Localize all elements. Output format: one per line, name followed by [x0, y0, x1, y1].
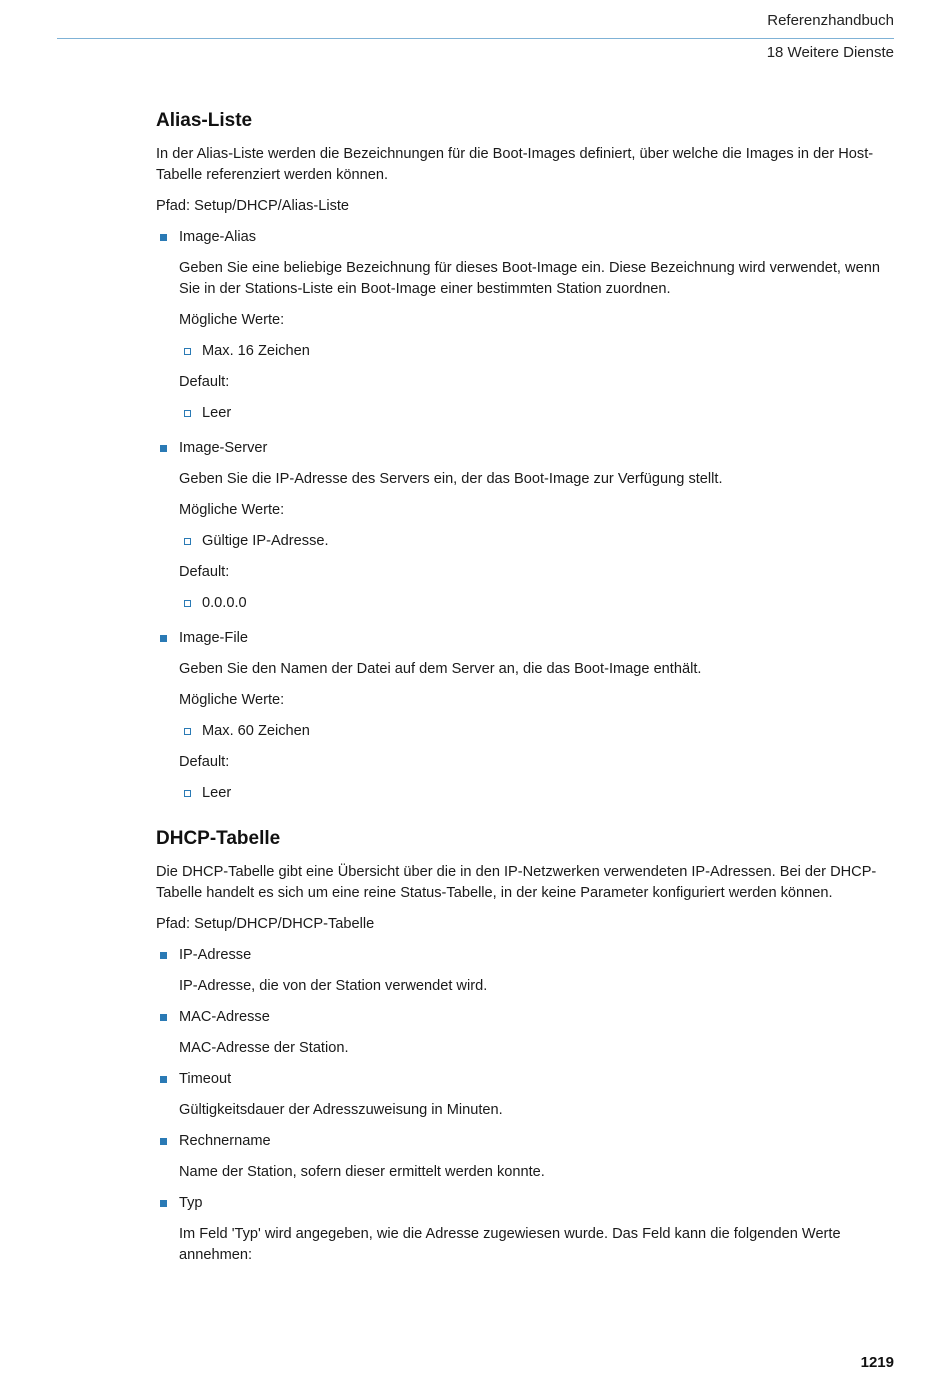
default-option: Leer	[156, 403, 896, 424]
header-book-title: Referenzhandbuch	[767, 12, 894, 29]
list-item-mac-adresse: MAC-Adresse	[156, 1007, 896, 1028]
item-description: Geben Sie die IP-Adresse des Servers ein, der das Boot-Image zur Verfügung stellt.	[179, 471, 723, 487]
list-item-ip-adresse: IP-Adresse	[156, 945, 896, 966]
section-title-alias-liste: Alias-Liste	[156, 110, 253, 131]
list-item-image-file: Image-File	[156, 628, 896, 649]
list-item-timeout: Timeout	[156, 1069, 896, 1090]
dhcp-path: Pfad: Setup/DHCP/DHCP-Tabelle	[156, 916, 375, 932]
value-option: Max. 16 Zeichen	[156, 341, 896, 362]
list-item-image-server: Image-Server	[156, 438, 896, 459]
item-description: Name der Station, sofern dieser ermittelt werden konnte.	[179, 1164, 545, 1180]
default-label: Default:	[179, 754, 230, 770]
header-divider	[57, 38, 894, 39]
list-item-typ: Typ	[156, 1193, 896, 1214]
item-description: MAC-Adresse der Station.	[179, 1040, 349, 1056]
alias-path: Pfad: Setup/DHCP/Alias-Liste	[156, 198, 350, 214]
values-label: Mögliche Werte:	[179, 312, 285, 328]
list-item-image-alias: Image-Alias	[156, 227, 896, 248]
default-option: Leer	[156, 783, 896, 804]
section-title-dhcp-tabelle: DHCP-Tabelle	[156, 828, 281, 849]
alias-intro: In der Alias-Liste werden die Bezeichnungen für die Boot-Images definiert, über welche die Images in der Host-Tabelle referenziert werden können.	[156, 146, 874, 183]
header-chapter-title: 18 Weitere Dienste	[766, 44, 894, 61]
page-number: 1219	[860, 1354, 894, 1371]
default-label: Default:	[179, 564, 230, 580]
value-option: Gültige IP-Adresse.	[156, 531, 896, 552]
values-label: Mögliche Werte:	[179, 692, 285, 708]
default-label: Default:	[179, 374, 230, 390]
values-label: Mögliche Werte:	[179, 502, 285, 518]
item-description: Im Feld 'Typ' wird angegeben, wie die Adresse zugewiesen wurde. Das Feld kann die folgenden Werte annehmen:	[179, 1226, 841, 1263]
default-option: 0.0.0.0	[156, 593, 896, 614]
item-description: Geben Sie eine beliebige Bezeichnung für dieses Boot-Image ein. Diese Bezeichnung wird verwendet, wenn Sie in der Stations-Liste ein Boot-Image einer bestimmten Station zuordnen.	[179, 260, 880, 297]
item-description: IP-Adresse, die von der Station verwendet wird.	[179, 978, 488, 994]
page-content	[156, 108, 896, 1276]
item-description: Gültigkeitsdauer der Adresszuweisung in Minuten.	[179, 1102, 503, 1118]
list-item-rechnername: Rechnername	[156, 1131, 896, 1152]
item-description: Geben Sie den Namen der Datei auf dem Server an, die das Boot-Image enthält.	[179, 661, 702, 677]
value-option: Max. 60 Zeichen	[156, 721, 896, 742]
dhcp-intro: Die DHCP-Tabelle gibt eine Übersicht über die in den IP-Netzwerken verwendeten IP-Adressen. Bei der DHCP-Tabelle handelt es sich um eine reine Status-Tabelle, in der keine Parameter konfiguriert werden können.	[156, 864, 877, 901]
